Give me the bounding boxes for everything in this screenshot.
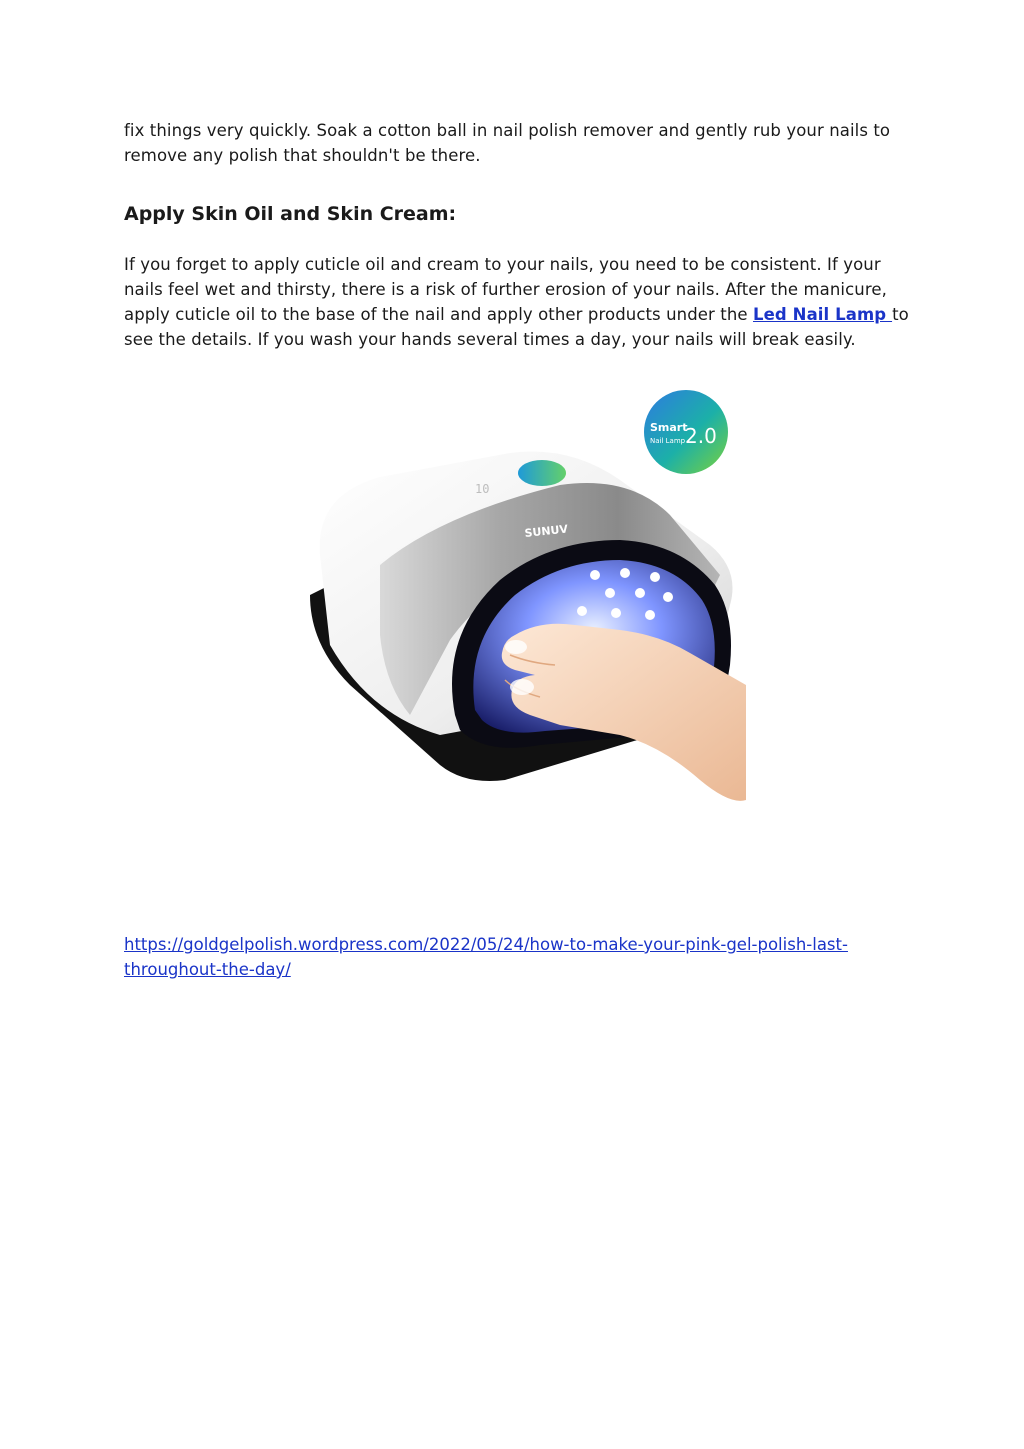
body-paragraph [124,252,914,352]
intro-paragraph: fix things very quickly. Soak a cotton ball in nail polish remover and gently rub your nails to remove any polish that shouldn't be there. [124,121,891,165]
badge-version: 2.0 [685,424,717,448]
badge-subtitle: Nail Lamp [650,437,686,445]
source-url-link[interactable]: https://goldgelpolish.wordpress.com/2022/05/24/how-to-make-your-pink-gel-polish-last-throughout-the-day/ [124,935,848,979]
section-heading: Apply Skin Oil and Skin Cream: [124,203,457,225]
led-dot [605,588,615,598]
brand-label: SUNUV [523,522,569,540]
nail-lamp-product-image [290,385,746,837]
led-dot [577,606,587,616]
display-reading: 10 [475,482,490,496]
top-display-screen [518,460,566,486]
smart-badge [644,390,728,474]
badge-title: Smart [650,421,688,434]
nail-lamp-illustration [290,385,746,837]
led-dot [620,568,630,578]
body-text-before-link: If you forget to apply cuticle oil and cream to your nails, you need to be consistent. If your nails feel wet and thirsty, there is a risk of further erosion of your nails. After the manicure, apply cuticle oil to the base of the nail and apply other products under the [124,255,887,324]
led-dot [645,610,655,620]
led-nail-lamp-link[interactable]: Led Nail Lamp [753,305,893,324]
led-dot [635,588,645,598]
body-text-after-link: to see the details. If you wash your hands several times a day, your nails will break easily. [124,305,909,349]
led-dot [590,570,600,580]
nail-highlight [510,679,534,695]
nail-highlight [505,640,527,654]
led-dot [611,608,621,618]
led-dot [650,572,660,582]
article-body [124,118,914,352]
led-dot [663,592,673,602]
